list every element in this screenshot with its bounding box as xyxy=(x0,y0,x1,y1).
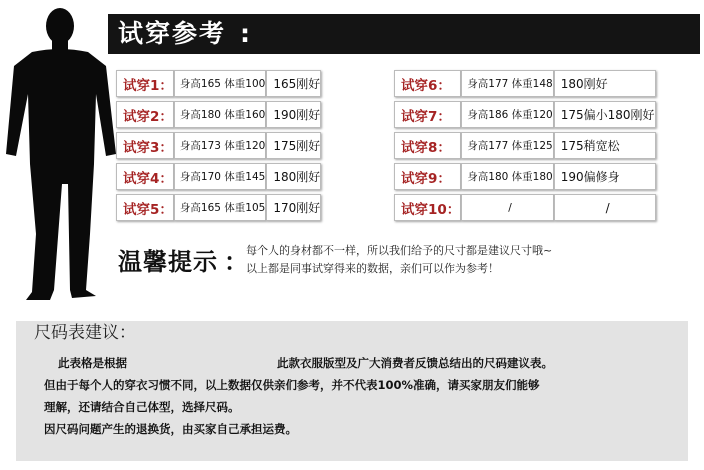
fitting-label: 试穿7： xyxy=(394,101,461,128)
advice-body xyxy=(44,352,553,440)
fitting-result: 175刚好 xyxy=(266,132,321,159)
fitting-measurement: 身高170 体重145 xyxy=(174,163,266,190)
fitting-result: 180刚好 xyxy=(266,163,321,190)
fitting-label: 试穿5： xyxy=(116,194,174,221)
table-row xyxy=(116,70,321,97)
tip-title xyxy=(118,247,249,277)
table-row xyxy=(394,101,656,128)
fitting-measurement: / xyxy=(461,194,553,221)
table-row xyxy=(394,70,656,97)
fitting-label: 试穿4： xyxy=(116,163,174,190)
fitting-measurement: 身高165 体重100 xyxy=(174,70,266,97)
fitting-result: 190偏修身 xyxy=(554,163,656,190)
fitting-label: 试穿6： xyxy=(394,70,461,97)
fitting-measurement: 身高165 体重105 xyxy=(174,194,266,221)
fitting-label: 试穿8： xyxy=(394,132,461,159)
fitting-result: 170刚好 xyxy=(266,194,321,221)
fitting-label: 试穿2： xyxy=(116,101,174,128)
tip-title-text: 温馨提示 xyxy=(118,248,218,276)
fitting-label: 试穿3： xyxy=(116,132,174,159)
fitting-result: / xyxy=(554,194,656,221)
fitting-measurement: 身高180 体重180 xyxy=(461,163,553,190)
fitting-measurement: 身高173 体重120 xyxy=(174,132,266,159)
table-row xyxy=(116,194,321,221)
fitting-table-left xyxy=(116,66,321,225)
fitting-label: 试穿9： xyxy=(394,163,461,190)
advice-line-1 xyxy=(58,352,553,374)
size-advice-panel xyxy=(16,321,688,461)
warm-tip xyxy=(118,247,249,277)
tip-text xyxy=(246,242,552,278)
advice-line-2: 但由于每个人的穿衣习惯不同，以上数据仅供亲们参考，并不代表100%准确，请买家朋友们能够 xyxy=(44,378,540,392)
fitting-measurement: 身高180 体重160 xyxy=(174,101,266,128)
fitting-measurement: 身高177 体重148 xyxy=(461,70,553,97)
advice-line-3: 理解，还请结合自己体型，选择尺码。 xyxy=(44,400,240,414)
header-bar xyxy=(108,14,700,54)
fitting-result: 190刚好 xyxy=(266,101,321,128)
table-row xyxy=(116,132,321,159)
advice-line-1b: 此款衣服版型及广大消费者反馈总结出的尺码建议表。 xyxy=(277,356,553,370)
fitting-table-right xyxy=(394,66,656,225)
man-silhouette-icon xyxy=(2,4,118,304)
table-row xyxy=(394,163,656,190)
header-title-text: 试穿参考 xyxy=(118,19,227,48)
tip-line-1: 每个人的身材都不一样，所以我们给予的尺寸都是建议尺寸哦~ xyxy=(246,244,553,257)
table-row xyxy=(394,194,656,221)
fitting-label: 试穿1： xyxy=(116,70,174,97)
fitting-measurement: 身高177 体重125 xyxy=(461,132,553,159)
header-colon: : xyxy=(240,19,253,48)
advice-title: 尺码表建议： xyxy=(34,323,136,343)
tip-colon: ： xyxy=(224,248,249,276)
fitting-result: 175稍宽松 xyxy=(554,132,656,159)
fitting-label: 试穿10： xyxy=(394,194,461,221)
table-row xyxy=(394,132,656,159)
fitting-result: 165刚好 xyxy=(266,70,321,97)
fitting-measurement: 身高186 体重120 xyxy=(461,101,553,128)
header-title xyxy=(118,18,252,50)
table-row xyxy=(116,163,321,190)
advice-line-1a: 此表格是根据 xyxy=(58,356,127,370)
fitting-result: 180刚好 xyxy=(554,70,656,97)
advice-line-4: 因尺码问题产生的退换货，由买家自己承担运费。 xyxy=(44,422,297,436)
tip-line-2: 以上都是同事试穿得来的数据，亲们可以作为参考！ xyxy=(246,262,499,275)
table-row xyxy=(116,101,321,128)
fitting-result: 175偏小180刚好 xyxy=(554,101,656,128)
